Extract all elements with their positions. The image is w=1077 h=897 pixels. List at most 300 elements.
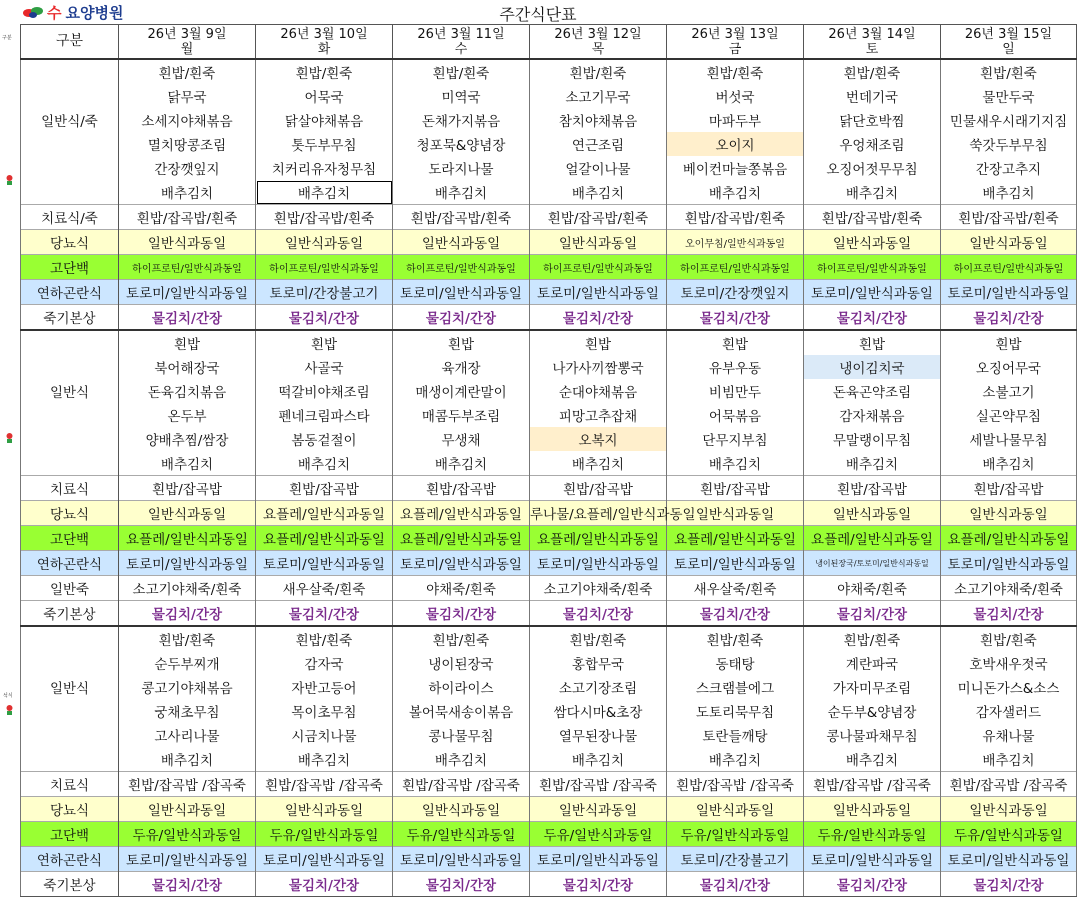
menu-cell: 흰밥/잡곡밥/흰죽 [667,205,804,230]
menu-cell: 봄동겉절이 [256,427,393,451]
menu-cell: 요플레/일반식과동일 [393,501,530,526]
menu-cell: 하이프로틴/일반식과동일 [941,255,1077,280]
menu-cell: 계란파국 [804,651,941,675]
row-category: 일반식/죽 [21,108,119,132]
menu-cell: 배추김치 [941,747,1077,772]
menu-cell: 요플레/일반식과동일 [256,526,393,551]
row-category: 일반식 [21,379,119,403]
menu-cell: 야채죽/흰죽 [804,576,941,601]
lunch-marker-icon [4,432,15,444]
menu-cell: 흰밥/흰죽 [256,626,393,651]
menu-cell: 간장깻잎지 [119,156,256,180]
menu-cell: 일반식과동일 [941,501,1077,526]
menu-cell: 토로미/일반식과동일 [530,280,667,305]
menu-cell: 오이지 [667,132,804,156]
menu-cell: 오징어젓무무침 [804,156,941,180]
menu-cell: 흰밥/잡곡밥 [804,476,941,501]
menu-cell: 소고기야채죽/흰죽 [119,576,256,601]
menu-cell: 목이초무침 [256,699,393,723]
menu-cell: 배추김치 [119,180,256,205]
menu-cell: 배추김치 [804,747,941,772]
menu-cell: 요플레/일반식과동일 [393,526,530,551]
menu-cell: 물김치/간장 [804,872,941,897]
menu-cell: 흰밥/잡곡밥/흰죽 [804,205,941,230]
menu-cell: 하이프로틴/일반식과동일 [256,255,393,280]
menu-cell: 단무지부침 [667,427,804,451]
menu-cell: 일반식과동일 [119,797,256,822]
menu-cell: 오복지 [530,427,667,451]
menu-cell: 흰밥/흰죽 [393,626,530,651]
day-weekday: 금 [728,41,742,57]
menu-cell: 두유/일반식과동일 [256,822,393,847]
menu-cell: 온두부 [119,403,256,427]
menu-cell: 토로미/일반식과동일 [667,551,804,576]
row-category: 연하곤란식 [21,551,119,576]
menu-cell: 배추김치 [256,180,393,205]
table-row [21,626,1077,651]
menu-cell: 배추김치 [119,451,256,476]
menu-cell: 우엉채조림 [804,132,941,156]
row-category: 치료식 [21,476,119,501]
menu-cell: 순대야채볶음 [530,379,667,403]
row-category [21,156,119,180]
menu-cell: 흰밥/잡곡밥/흰죽 [256,205,393,230]
menu-cell: 소고기야채죽/흰죽 [941,576,1077,601]
menu-cell: 베이컨마늘쫑볶음 [667,156,804,180]
menu-cell: 하이프로틴/일반식과동일 [667,255,804,280]
menu-cell: 미역국 [393,84,530,108]
menu-cell: 새우살죽/흰죽 [256,576,393,601]
menu-cell: 물김치/간장 [941,872,1077,897]
menu-cell: 루나물/요플레/일반식과동일 [530,501,667,526]
menu-cell: 쑥갓두부무침 [941,132,1077,156]
menu-cell: 소고기무국 [530,84,667,108]
menu-cell: 흰밥/흰죽 [393,59,530,84]
table-row [21,747,1077,772]
day-date: 26년 3월 9일 [147,26,227,42]
row-category: 죽기본상 [21,601,119,627]
day-date: 26년 3월 13일 [691,26,779,42]
menu-cell: 토로미/일반식과동일 [941,551,1077,576]
menu-cell: 흰밥/흰죽 [530,59,667,84]
menu-cell: 흰밥 [119,330,256,355]
menu-cell: 무말랭이무침 [804,427,941,451]
table-row [21,847,1077,872]
menu-cell: 배추김치 [530,451,667,476]
left-strip-header: 구분 [2,35,12,41]
menu-cell: 두유/일반식과동일 [804,822,941,847]
table-row [21,403,1077,427]
day-date: 26년 3월 11일 [417,26,505,42]
menu-cell: 일반식과동일 [667,797,804,822]
menu-cell: 토로미/간장불고기 [667,847,804,872]
row-category [21,451,119,476]
menu-cell: 물김치/간장 [804,601,941,627]
menu-cell: 두유/일반식과동일 [941,822,1077,847]
menu-cell: 물김치/간장 [667,305,804,331]
table-row [21,551,1077,576]
menu-cell: 토로미/일반식과동일 [119,847,256,872]
menu-cell: 토로미/일반식과동일 [119,280,256,305]
menu-cell: 일반식과동일 [941,797,1077,822]
menu-cell: 흰밥/잡곡밥 /잡곡죽 [667,772,804,797]
menu-cell: 도토리묵무침 [667,699,804,723]
row-category: 치료식/죽 [21,205,119,230]
day-date: 26년 3월 12일 [554,26,642,42]
menu-cell: 흰밥/잡곡밥 /잡곡죽 [804,772,941,797]
menu-cell: 토로미/일반식과동일 [804,280,941,305]
day-header [530,25,667,60]
menu-cell: 청포묵&양념장 [393,132,530,156]
row-category [21,132,119,156]
menu-cell: 요플레/일반식과동일 [119,526,256,551]
menu-cell: 흰밥/잡곡밥 [667,476,804,501]
header-row [21,25,1077,60]
table-row [21,772,1077,797]
menu-cell: 두유/일반식과동일 [393,822,530,847]
menu-cell: 물만두국 [941,84,1077,108]
table-row [21,305,1077,331]
menu-cell: 고사리나물 [119,723,256,747]
menu-cell: 얼갈이나물 [530,156,667,180]
day-header [667,25,804,60]
menu-cell: 흰밥/잡곡밥 [256,476,393,501]
row-category: 고단백 [21,526,119,551]
menu-cell: 소고기야채죽/흰죽 [530,576,667,601]
menu-cell: 배추김치 [393,451,530,476]
row-category [21,723,119,747]
row-category [21,84,119,108]
menu-cell: 요플레/일반식과동일 [804,526,941,551]
table-row [21,576,1077,601]
menu-cell: 돈육곤약조림 [804,379,941,403]
menu-cell: 오징어무국 [941,355,1077,379]
row-category [21,355,119,379]
menu-cell: 토로미/일반식과동일 [256,847,393,872]
menu-cell: 연근조림 [530,132,667,156]
header [0,0,1076,24]
table-row [21,108,1077,132]
menu-cell: 매콤두부조림 [393,403,530,427]
menu-cell: 배추김치 [530,180,667,205]
menu-cell: 순두부&양념장 [804,699,941,723]
day-weekday: 월 [180,41,194,57]
day-weekday: 일 [1002,41,1015,57]
menu-cell: 궁채초무침 [119,699,256,723]
menu-cell: 물김치/간장 [256,601,393,627]
menu-cell: 배추김치 [256,451,393,476]
menu-cell: 흰밥/잡곡밥 /잡곡죽 [530,772,667,797]
menu-cell: 자반고등어 [256,675,393,699]
menu-cell: 감자샐러드 [941,699,1077,723]
menu-cell: 콩나물무침 [393,723,530,747]
menu-cell: 요플레/일반식과동일 [530,526,667,551]
menu-cell: 비빔만두 [667,379,804,403]
menu-cell: 물김치/간장 [530,601,667,627]
menu-cell: 마파두부 [667,108,804,132]
row-category [21,427,119,451]
menu-cell: 볼어묵새송이볶음 [393,699,530,723]
table-row [21,699,1077,723]
menu-cell: 흰밥/잡곡밥/흰죽 [393,205,530,230]
menu-cell: 물김치/간장 [530,872,667,897]
table-row [21,651,1077,675]
day-header [119,25,256,60]
row-category: 죽기본상 [21,305,119,331]
menu-cell: 흰밥/잡곡밥 /잡곡죽 [393,772,530,797]
table-row [21,355,1077,379]
menu-cell: 배추김치 [804,180,941,205]
menu-cell: 흰밥/흰죽 [804,626,941,651]
menu-cell: 일반식과동일 [804,501,941,526]
page-title: 주간식단표 [499,5,577,24]
menu-cell: 배추김치 [667,747,804,772]
menu-cell: 토로미/일반식과동일 [393,551,530,576]
table-row [21,84,1077,108]
menu-cell: 토로미/일반식과동일 [941,847,1077,872]
menu-cell: 하이프로틴/일반식과동일 [119,255,256,280]
menu-cell: 토로미/일반식과동일 [804,847,941,872]
menu-cell: 흰밥/흰죽 [941,59,1077,84]
menu-cell: 번데기국 [804,84,941,108]
menu-cell: 어묵볶음 [667,403,804,427]
row-category: 연하곤란식 [21,847,119,872]
table-row [21,427,1077,451]
menu-cell: 배추김치 [941,451,1077,476]
day-weekday: 목 [591,41,605,57]
menu-cell: 북어해장국 [119,355,256,379]
menu-cell: 흰밥/잡곡밥 [941,476,1077,501]
menu-cell: 야채죽/흰죽 [393,576,530,601]
table-row [21,723,1077,747]
left-strip [0,24,20,822]
table-row [21,526,1077,551]
menu-cell: 일반식과동일 [393,230,530,255]
menu-cell: 요플레/일반식과동일 [667,526,804,551]
row-category [21,747,119,772]
day-date: 26년 3월 14일 [828,26,916,42]
menu-cell: 흰밥/잡곡밥 /잡곡죽 [941,772,1077,797]
day-header [393,25,530,60]
table-row [21,156,1077,180]
menu-cell: 펜네크림파스타 [256,403,393,427]
table-row [21,675,1077,699]
row-category: 일반식 [21,675,119,699]
menu-cell: 일반식과동일 [941,230,1077,255]
menu-cell: 냉이된장국 [393,651,530,675]
menu-cell: 물김치/간장 [256,305,393,331]
menu-cell: 일반식과동일 [256,797,393,822]
menu-cell: 무생채 [393,427,530,451]
menu-cell: 소세지야채볶음 [119,108,256,132]
day-date: 26년 3월 15일 [964,26,1053,42]
menu-cell: 물김치/간장 [393,872,530,897]
day-header [804,25,941,60]
menu-cell: 물김치/간장 [667,872,804,897]
menu-cell: 닭살야채볶음 [256,108,393,132]
menu-cell: 물김치/간장 [119,305,256,331]
menu-cell: 도라지나물 [393,156,530,180]
menu-cell: 흰밥/흰죽 [119,626,256,651]
menu-cell: 홍합무국 [530,651,667,675]
menu-cell: 유채나물 [941,723,1077,747]
menu-cell: 토로미/일반식과동일 [941,280,1077,305]
menu-cell: 토란들깨탕 [667,723,804,747]
menu-cell: 동태탕 [667,651,804,675]
row-category: 당뇨식 [21,230,119,255]
menu-cell: 토로미/일반식과동일 [119,551,256,576]
menu-cell: 토로미/일반식과동일 [530,551,667,576]
row-category [21,180,119,205]
table-row [21,132,1077,156]
menu-cell: 물김치/간장 [119,872,256,897]
menu-cell: 흰밥 [530,330,667,355]
row-category: 고단백 [21,822,119,847]
menu-cell: 새우살죽/흰죽 [667,576,804,601]
menu-cell: 흰밥/잡곡밥/흰죽 [941,205,1077,230]
menu-cell: 미니돈가스&소스 [941,675,1077,699]
table-row [21,501,1077,526]
breakfast-marker-icon [4,174,15,186]
menu-cell: 일반식과동일 [804,797,941,822]
menu-cell: 배추김치 [393,747,530,772]
menu-cell: 흰밥/흰죽 [804,59,941,84]
menu-cell: 나가사끼짬뽕국 [530,355,667,379]
menu-cell: 요플레/일반식과동일 [941,526,1077,551]
menu-cell: 배추김치 [256,747,393,772]
menu-cell: 소고기장조림 [530,675,667,699]
menu-cell: 오이무침/일반식과동일 [667,230,804,255]
table-row [21,330,1077,355]
menu-cell: 흰밥 [393,330,530,355]
row-category [21,330,119,355]
row-category [21,626,119,651]
menu-cell: 양배추찜/쌈장 [119,427,256,451]
menu-cell: 일반식과동일 [119,501,256,526]
menu-cell: 소불고기 [941,379,1077,403]
menu-cell: 세발나물무침 [941,427,1077,451]
menu-cell: 물김치/간장 [941,601,1077,627]
menu-cell: 토로미/일반식과동일 [393,847,530,872]
table-row [21,451,1077,476]
menu-cell: 흰밥 [804,330,941,355]
table-row [21,230,1077,255]
day-weekday: 화 [317,41,331,57]
menu-cell: 토로미/일반식과동일 [393,280,530,305]
row-category [21,59,119,84]
menu-cell: 매생이계란말이 [393,379,530,403]
menu-cell: 토로미/일반식과동일 [530,847,667,872]
menu-cell: 두유/일반식과동일 [119,822,256,847]
menu-cell: 흰밥/흰죽 [119,59,256,84]
menu-cell: 어묵국 [256,84,393,108]
day-header [256,25,393,60]
menu-cell: 버섯국 [667,84,804,108]
menu-cell: 하이프로틴/일반식과동일 [393,255,530,280]
menu-cell: 일반식과동일 [119,230,256,255]
menu-cell: 물김치/간장 [393,601,530,627]
table-row [21,797,1077,822]
table-row [21,180,1077,205]
menu-cell: 닭무국 [119,84,256,108]
table-row [21,280,1077,305]
menu-cell: 배추김치 [667,180,804,205]
menu-cell: 토로미/간장불고기 [256,280,393,305]
menu-cell: 가자미무조림 [804,675,941,699]
menu-cell: 흰밥/흰죽 [667,59,804,84]
menu-cell: 흰밥/잡곡밥 /잡곡죽 [256,772,393,797]
menu-cell: 일반식과동일 [256,230,393,255]
menu-cell: 호박새우젓국 [941,651,1077,675]
row-category: 일반죽 [21,576,119,601]
menu-cell: 톳두부무침 [256,132,393,156]
menu-cell: 흰밥/흰죽 [530,626,667,651]
row-category: 고단백 [21,255,119,280]
menu-cell: 흰밥/잡곡밥/흰죽 [119,205,256,230]
menu-cell: 흰밥/잡곡밥 [119,476,256,501]
menu-cell: 돈육김치볶음 [119,379,256,403]
table-row [21,379,1077,403]
menu-cell: 일반식과동일 [530,797,667,822]
logo-text-main: 수 [47,3,62,22]
menu-cell: 사골국 [256,355,393,379]
menu-cell: 물김치/간장 [393,305,530,331]
menu-cell: 유부우동 [667,355,804,379]
row-category [21,699,119,723]
menu-cell: 떡갈비야채조림 [256,379,393,403]
menu-cell: 물김치/간장 [804,305,941,331]
menu-cell: 참치야채볶음 [530,108,667,132]
day-weekday: 토 [865,41,879,57]
table-row [21,205,1077,230]
menu-cell: 감자국 [256,651,393,675]
table-row [21,822,1077,847]
menu-cell: 하이프로틴/일반식과동일 [530,255,667,280]
menu-cell: 멸치땅콩조림 [119,132,256,156]
day-date: 26년 3월 10일 [280,26,368,42]
menu-cell: 시금치나물 [256,723,393,747]
menu-cell: 콩고기야채볶음 [119,675,256,699]
row-category: 치료식 [21,772,119,797]
menu-cell: 흰밥 [256,330,393,355]
menu-cell: 물김치/간장 [530,305,667,331]
table-row [21,59,1077,84]
menu-cell: 요플레/일반식과동일 [256,501,393,526]
menu-cell: 돈채가지볶음 [393,108,530,132]
menu-cell: 배추김치 [393,180,530,205]
menu-cell: 감자채볶음 [804,403,941,427]
table-row [21,872,1077,897]
menu-cell: 배추김치 [941,180,1077,205]
row-category: 연하곤란식 [21,280,119,305]
menu-cell: 흰밥/잡곡밥 [530,476,667,501]
row-category: 당뇨식 [21,797,119,822]
menu-cell: 순두부찌개 [119,651,256,675]
row-category [21,403,119,427]
menu-cell: 육개장 [393,355,530,379]
dinner-label: 석식 [3,693,13,699]
dinner-marker-icon [4,704,15,716]
weekly-menu-table [20,24,1077,897]
menu-cell: 치커리유자청무침 [256,156,393,180]
table-row [21,601,1077,627]
menu-cell: 흰밥/흰죽 [667,626,804,651]
menu-cell: 흰밥 [941,330,1077,355]
menu-cell: 토로미/간장깻잎지 [667,280,804,305]
menu-cell: 배추김치 [667,451,804,476]
menu-cell: 콩나물파채무침 [804,723,941,747]
day-header [941,25,1077,60]
